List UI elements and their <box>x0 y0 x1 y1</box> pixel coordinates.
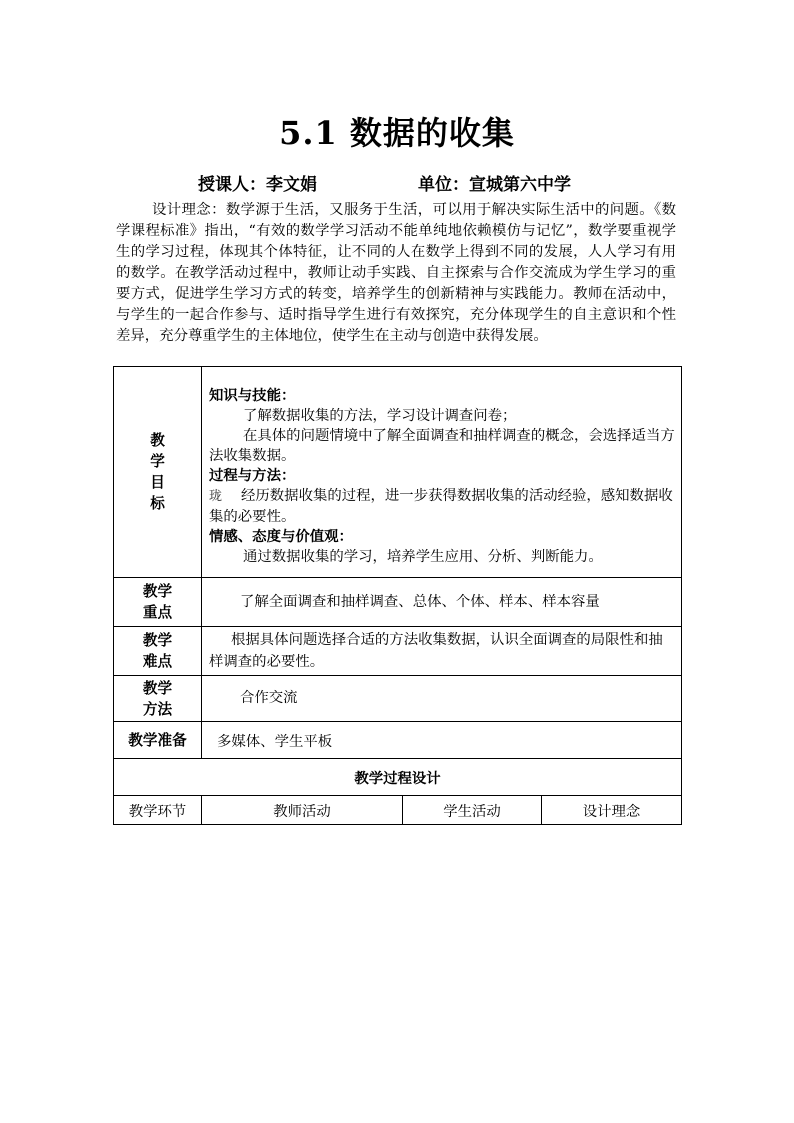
methods-row <box>114 676 682 722</box>
process-columns-row <box>114 796 682 825</box>
methods-label: 方法 <box>142 700 173 718</box>
objectives-header-char: 教 <box>150 432 165 449</box>
key-points-text: 了解全面调查和抽样调查、总体、个体、样本、样本容量 <box>202 578 682 627</box>
column-header: 学生活动 <box>403 796 542 825</box>
key-points-row <box>114 578 682 627</box>
process-text: 经历数据收集的过程，进一步获得数据收集的活动经验，感知数据收集的必要性。 <box>209 488 673 525</box>
methods-header <box>114 676 202 722</box>
objectives-header-char: 标 <box>150 495 165 512</box>
knowledge-item: 在具体的问题情境中了解全面调查和抽样调查的概念，会选择适当方法收集数据。 <box>209 428 675 464</box>
process-design-row <box>114 759 682 796</box>
column-header: 教学环节 <box>114 796 202 825</box>
teacher-name: 授课人：李文娟 <box>198 175 317 195</box>
byline <box>0 170 794 194</box>
difficulties-label: 教学 <box>142 632 173 649</box>
emotion-item: 通过数据收集的学习，培养学生应用、分析、判断能力。 <box>243 549 603 565</box>
key-points-header <box>114 578 202 627</box>
school-unit: 单位：宣城第六中学 <box>418 175 571 195</box>
objectives-header-char: 学 <box>150 453 165 470</box>
preparation-text: 多媒体、学生平板 <box>202 722 682 759</box>
lesson-plan-table <box>113 366 682 825</box>
objectives-content <box>202 367 682 578</box>
methods-label: 教学 <box>142 679 173 697</box>
emotion-heading: 情感、态度与价值观： <box>209 528 353 545</box>
column-header: 设计理念 <box>542 796 682 825</box>
objectives-header-char: 目 <box>150 474 165 491</box>
difficulties-label: 难点 <box>142 653 173 670</box>
difficulties-header <box>114 627 202 676</box>
design-philosophy-paragraph: 设计理念：数学源于生活，又服务于生活，可以用于解决实际生活中的问题。《数学课程标准》指出，“有效的数学学习活动不能单纯地依赖模仿与记忆”，数学要重视学生的学习过程，体现其个体特征，让不同的人在数学上得到不同的发展，人人学习有用的数学。在教学活动过程中，教师让动手实践、自主探索与合作交流成为学生学习的重要方式，促进学生学习方式的转变，培养学生的创新精神与实践能力。教师在活动中，与学生的一起合作参与、适时指导学生进行有效探究，充分体现学生的自主意识和个性差异，充分尊重学生的主体地位，使学生在主动与创造中获得发展。 <box>116 202 676 344</box>
process-heading: 过程与方法： <box>209 467 296 484</box>
methods-text: 合作交流 <box>202 676 682 722</box>
objectives-header <box>114 367 202 578</box>
process-item <box>209 486 675 527</box>
knowledge-heading: 知识与技能： <box>209 387 296 404</box>
difficulties-text: 根据具体问题选择合适的方法收集数据，认识全面调查的局限性和抽样调查的必要性。 <box>202 627 682 676</box>
bullet-glyph: 珑 <box>209 489 223 504</box>
process-design-title: 教学过程设计 <box>114 759 682 796</box>
preparation-header: 教学准备 <box>114 722 202 759</box>
key-points-label: 教学 <box>142 583 173 600</box>
difficulties-row <box>114 627 682 676</box>
page-title: 5.1 数据的收集 <box>279 114 515 152</box>
column-header: 教师活动 <box>202 796 403 825</box>
key-points-label: 重点 <box>142 604 173 621</box>
preparation-row <box>114 722 682 759</box>
objectives-row <box>114 367 682 578</box>
knowledge-item: 了解数据收集的方法，学习设计调查问卷； <box>243 408 517 424</box>
